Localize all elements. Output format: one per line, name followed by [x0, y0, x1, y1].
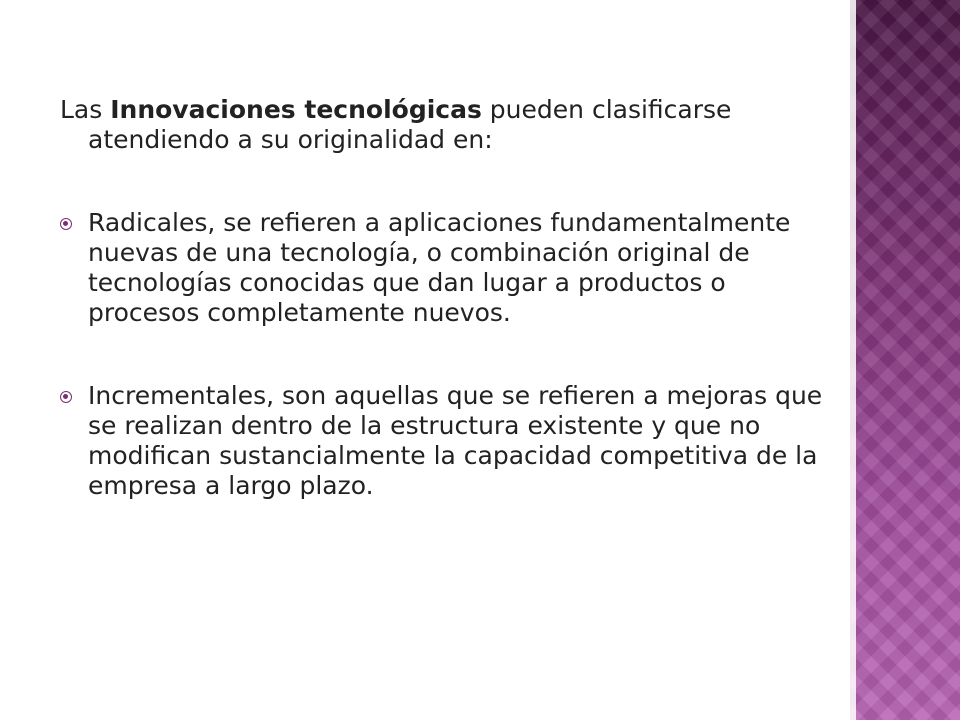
slide-content — [60, 95, 830, 501]
circle-dot-icon — [60, 391, 72, 403]
decorative-side-panel — [850, 0, 960, 720]
bullet-item-incrementales — [60, 381, 830, 501]
circle-dot-icon — [60, 218, 72, 230]
intro-paragraph — [60, 95, 830, 155]
intro-prefix: Las — [60, 95, 111, 124]
side-panel-border — [850, 0, 856, 720]
bullet-item-radicales — [60, 208, 830, 328]
bullet-text: Incrementales, son aquellas que se refieren a mejoras que se realizan dentro de la estructura existente y que no modifican sustancialmente la capacidad competitiva de la empresa a largo plazo. — [88, 381, 823, 500]
bullet-text: Radicales, se refieren a aplicaciones fundamentalmente nuevas de una tecnología, o combinación original de tecnologías conocidas que dan lugar a productos o procesos completamente nuevos. — [88, 208, 791, 327]
intro-bold-term: Innovaciones tecnológicas — [110, 95, 482, 124]
intro-suffix: pueden clasificarse atendiendo a su originalidad en: — [88, 95, 732, 154]
